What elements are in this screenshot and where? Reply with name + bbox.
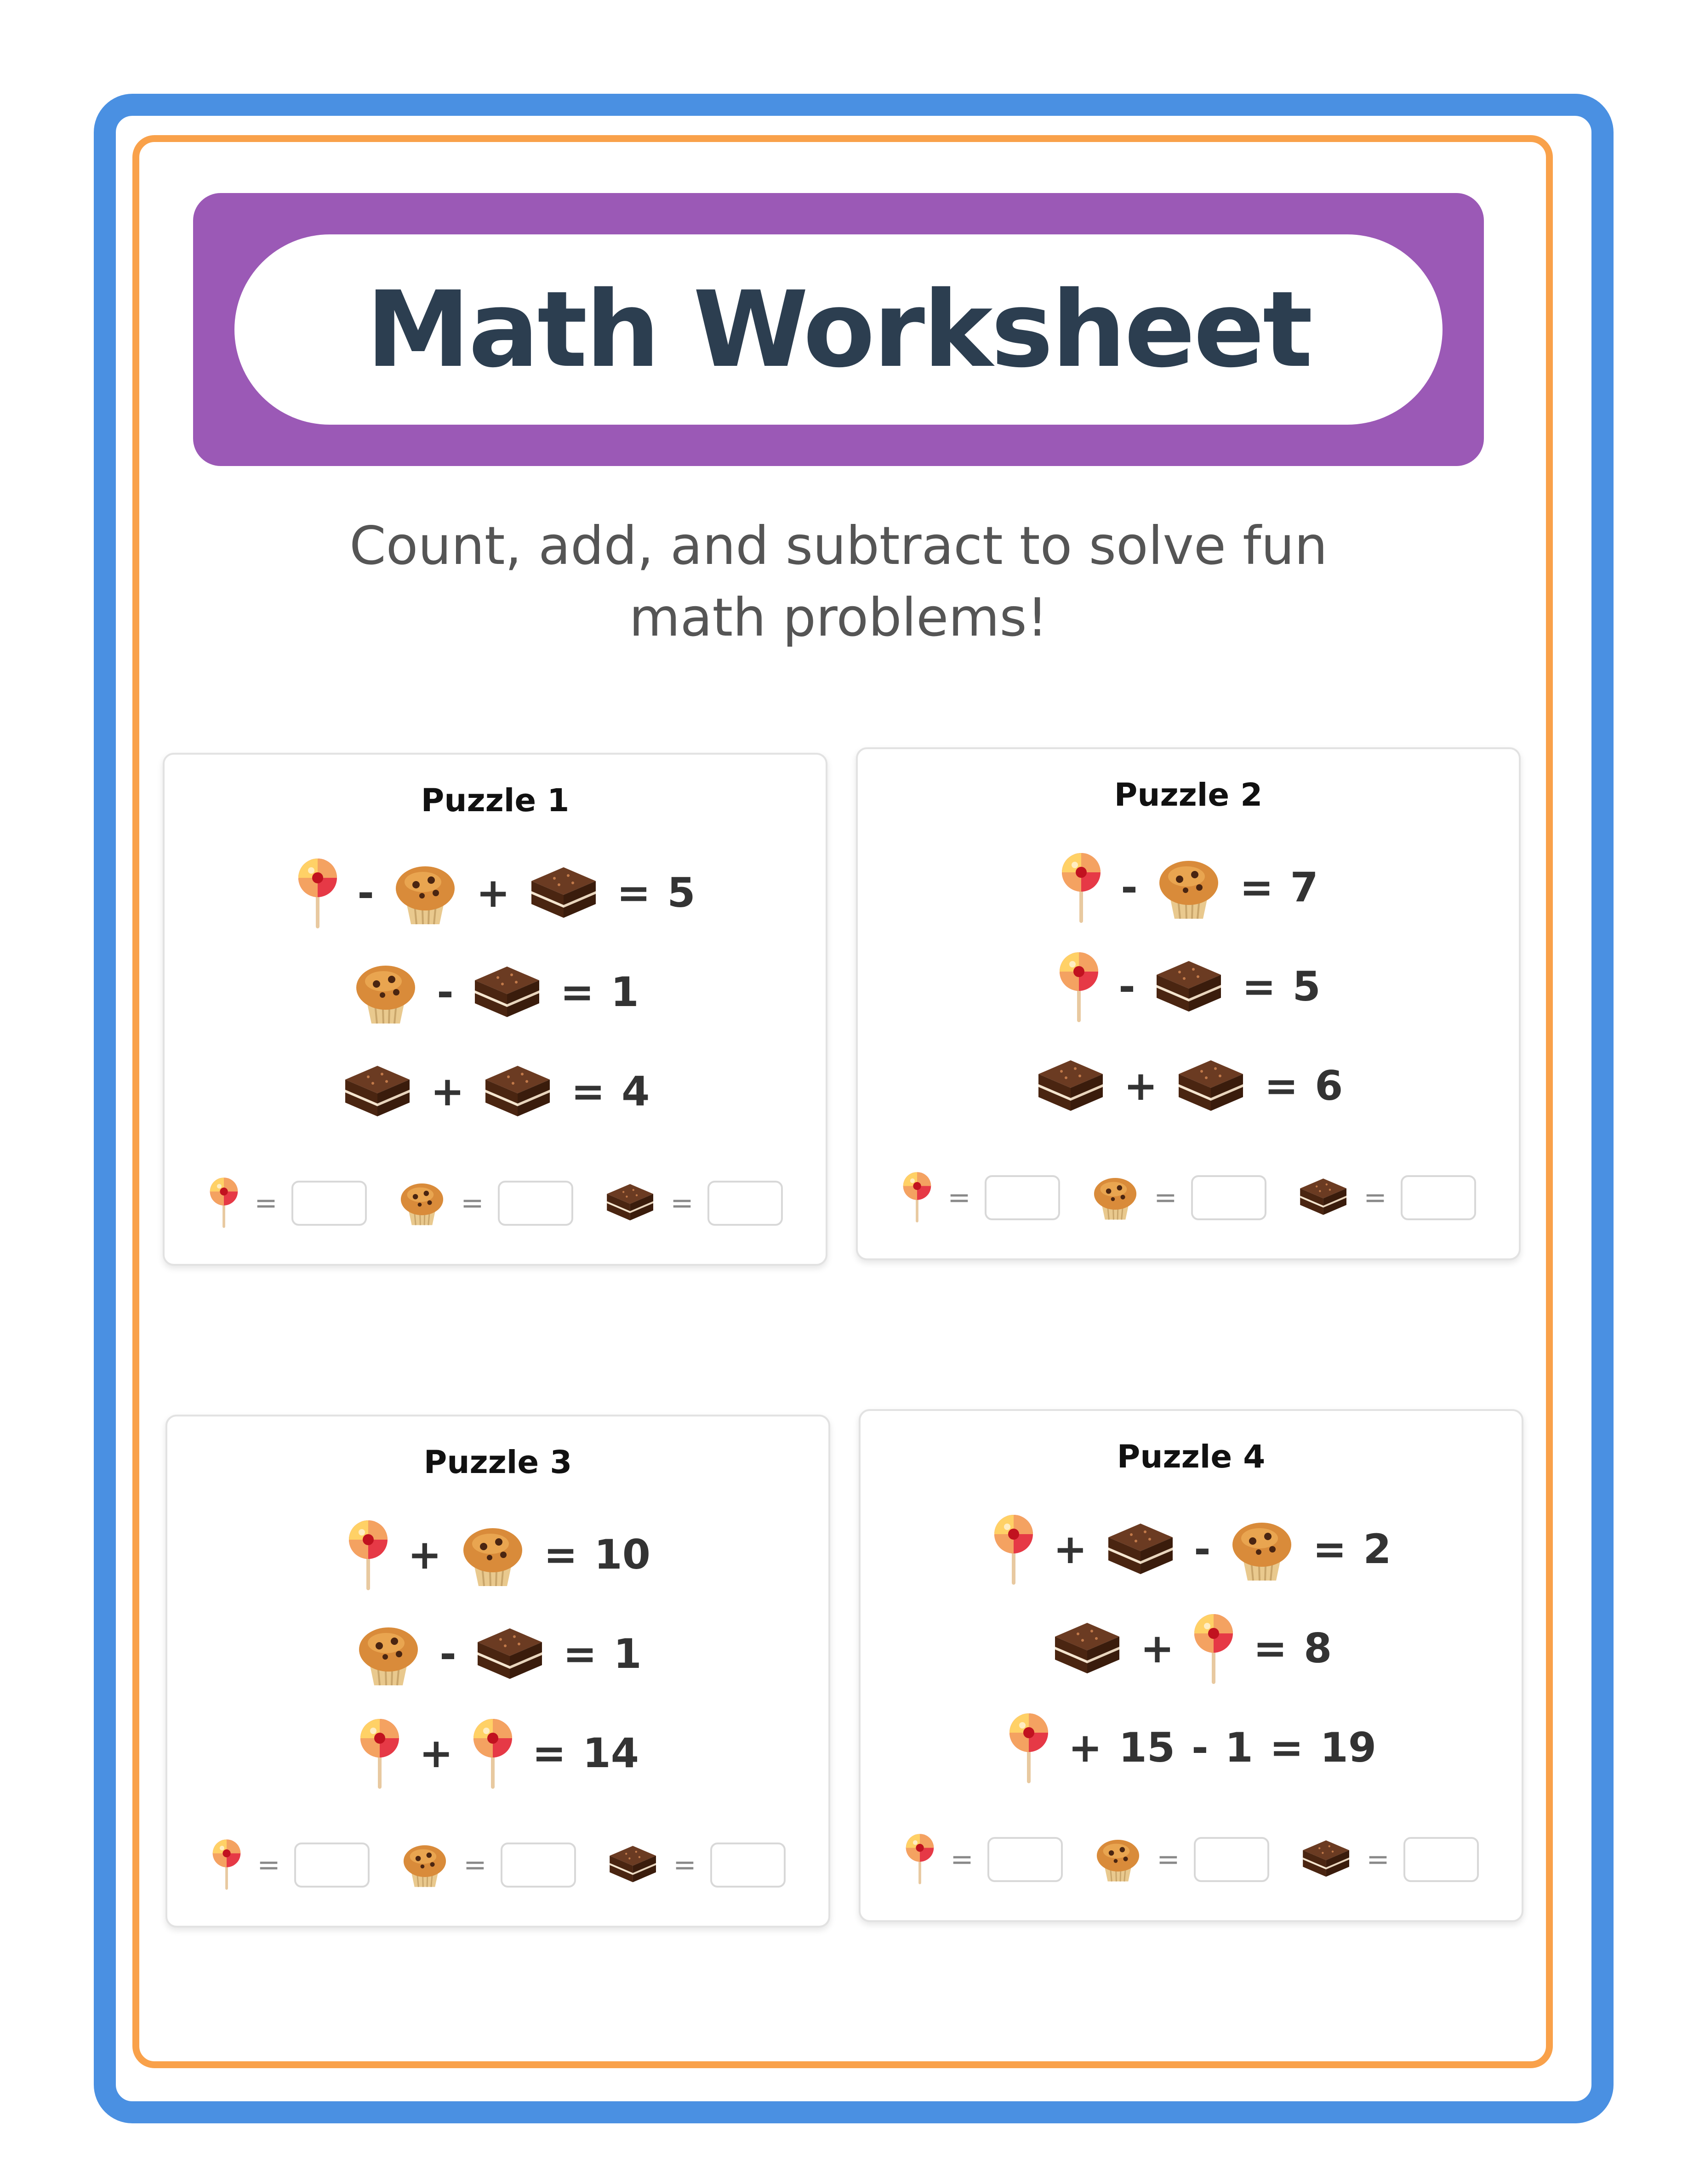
answer-box-lollipop[interactable]	[294, 1843, 370, 1888]
answer-row	[167, 1837, 828, 1893]
equation-row	[167, 1513, 828, 1596]
lollipop-icon	[1006, 1711, 1052, 1784]
brownie-icon	[1050, 1618, 1124, 1678]
brownie-icon	[1174, 1056, 1248, 1115]
title-banner	[193, 193, 1484, 466]
muffin-icon	[1093, 1834, 1143, 1885]
answer-group-lollipop	[901, 1170, 1060, 1225]
equation-row	[861, 1507, 1522, 1590]
answer-group-muffin	[397, 1177, 573, 1229]
equation-number: 15	[1118, 1723, 1175, 1771]
equation-operator: +	[430, 1067, 465, 1115]
equation-number: 7	[1290, 863, 1318, 911]
subtitle: Count, add, and subtract to solve fun math problems!	[349, 515, 1328, 648]
lollipop-icon	[295, 856, 341, 929]
answer-equals: =	[1157, 1843, 1180, 1876]
answer-box-brownie[interactable]	[1401, 1175, 1476, 1220]
equation-operator: =	[1253, 1624, 1288, 1672]
equation-row	[165, 851, 826, 934]
answer-equals: =	[254, 1187, 278, 1219]
equation-number: 1	[613, 1630, 642, 1678]
equation-number: 6	[1315, 1062, 1343, 1109]
answer-equals: =	[947, 1182, 971, 1214]
equation-operator: =	[1269, 1723, 1304, 1771]
equation-operator: -	[357, 869, 374, 916]
equation-operator: -	[1118, 962, 1135, 1010]
equation-number: 14	[582, 1729, 639, 1777]
equation-number: 8	[1304, 1624, 1332, 1672]
answer-equals: =	[670, 1187, 694, 1219]
equation-operator: =	[1312, 1525, 1347, 1573]
answer-box-brownie[interactable]	[1403, 1837, 1479, 1882]
lollipop-icon	[991, 1512, 1037, 1586]
answer-group-lollipop	[903, 1832, 1062, 1887]
lollipop-icon	[345, 1518, 391, 1591]
equation-number: 5	[1292, 962, 1321, 1010]
equation-operator: =	[532, 1729, 566, 1777]
muffin-icon	[458, 1520, 527, 1589]
puzzle-title: Puzzle 1	[421, 782, 570, 819]
equation-operator: +	[476, 869, 510, 916]
puzzle-card-4	[859, 1409, 1523, 1922]
equation-operator: +	[1140, 1624, 1175, 1672]
brownie-icon	[1034, 1056, 1107, 1115]
puzzle-title: Puzzle 3	[423, 1444, 572, 1481]
brownie-icon	[470, 962, 544, 1022]
answer-equals: =	[463, 1849, 487, 1881]
equation-operator: +	[1123, 1062, 1158, 1109]
answer-equals: =	[950, 1843, 974, 1876]
muffin-icon	[351, 957, 420, 1026]
equation-row	[165, 950, 826, 1033]
answer-box-muffin[interactable]	[501, 1843, 576, 1888]
answer-group-lollipop	[210, 1837, 369, 1892]
muffin-icon	[400, 1839, 450, 1891]
brownie-icon	[473, 1624, 547, 1684]
answer-group-muffin	[1090, 1172, 1266, 1223]
lollipop-icon	[210, 1837, 243, 1892]
answer-group-brownie	[604, 1181, 782, 1226]
lollipop-icon	[1191, 1611, 1237, 1685]
equation-operator: =	[1239, 863, 1274, 911]
brownie-icon	[527, 863, 600, 922]
answer-row	[861, 1832, 1522, 1887]
answer-box-muffin[interactable]	[1194, 1837, 1269, 1882]
answer-box-lollipop[interactable]	[985, 1175, 1060, 1220]
equation-row	[167, 1612, 828, 1695]
equation-operator: -	[1192, 1723, 1209, 1771]
muffin-icon	[1090, 1172, 1140, 1223]
brownie-icon	[1104, 1519, 1177, 1579]
answer-equals: =	[461, 1187, 484, 1219]
lollipop-icon	[901, 1170, 934, 1225]
equation-operator: =	[616, 869, 651, 916]
equation-operator: +	[408, 1530, 442, 1578]
answer-group-brownie	[1297, 1175, 1476, 1220]
answer-box-lollipop[interactable]	[987, 1837, 1063, 1882]
equation-operator: =	[1242, 962, 1276, 1010]
equation-operator: +	[419, 1729, 453, 1777]
answer-row	[165, 1176, 826, 1231]
answer-group-brownie	[1300, 1837, 1478, 1882]
brownie-icon	[1152, 956, 1226, 1016]
answer-box-muffin[interactable]	[1191, 1175, 1266, 1220]
brownie-icon	[341, 1061, 414, 1121]
puzzle-title: Puzzle 4	[1117, 1439, 1266, 1475]
equation-operator: -	[1121, 863, 1138, 911]
equation-operator: +	[1068, 1723, 1102, 1771]
brownie-icon	[1300, 1837, 1352, 1882]
equation-operator: -	[439, 1630, 456, 1678]
muffin-icon	[397, 1177, 447, 1229]
puzzle-card-2	[856, 747, 1521, 1260]
muffin-icon	[391, 858, 460, 927]
brownie-icon	[606, 1843, 659, 1888]
equation-row	[858, 846, 1519, 928]
puzzle-card-1	[163, 753, 827, 1266]
equation-number: 1	[1225, 1723, 1253, 1771]
brownie-icon	[1297, 1175, 1350, 1220]
equation-row	[858, 1044, 1519, 1127]
answer-equals: =	[1366, 1843, 1390, 1876]
answer-group-muffin	[1093, 1834, 1269, 1885]
answer-box-muffin[interactable]	[498, 1181, 573, 1226]
brownie-icon	[604, 1181, 656, 1226]
equation-operator: =	[1264, 1062, 1299, 1109]
answer-equals: =	[1363, 1182, 1387, 1214]
lollipop-icon	[903, 1832, 936, 1887]
answer-group-muffin	[400, 1839, 576, 1891]
equation-operator: =	[560, 968, 594, 1016]
equation-number: 19	[1320, 1723, 1377, 1771]
puzzle-title: Puzzle 2	[1114, 777, 1263, 813]
title-pill	[234, 234, 1443, 425]
equation-operator: -	[1194, 1525, 1211, 1573]
equation-row	[861, 1607, 1522, 1689]
answer-row	[858, 1170, 1519, 1225]
equation-number: 4	[622, 1067, 650, 1115]
lollipop-icon	[1058, 850, 1104, 924]
answer-group-brownie	[606, 1843, 785, 1888]
lollipop-icon	[357, 1716, 403, 1790]
equation-number: 10	[594, 1530, 650, 1578]
muffin-icon	[1154, 853, 1223, 921]
muffin-icon	[354, 1619, 423, 1688]
answer-equals: =	[257, 1849, 280, 1881]
answer-group-lollipop	[207, 1176, 366, 1230]
lollipop-icon	[1056, 950, 1102, 1023]
muffin-icon	[1227, 1514, 1296, 1583]
equation-number: 1	[610, 968, 639, 1016]
equation-operator: +	[1053, 1525, 1088, 1573]
lollipop-icon	[470, 1716, 516, 1790]
equation-row	[858, 945, 1519, 1028]
answer-box-brownie[interactable]	[707, 1181, 783, 1226]
equation-row	[167, 1712, 828, 1794]
equation-operator: =	[571, 1067, 605, 1115]
brownie-icon	[481, 1061, 554, 1121]
equation-number: 2	[1363, 1525, 1391, 1573]
lollipop-icon	[207, 1176, 240, 1230]
equation-row	[165, 1050, 826, 1132]
equation-number: 5	[667, 869, 696, 916]
answer-box-lollipop[interactable]	[291, 1181, 367, 1226]
equation-operator: =	[563, 1630, 597, 1678]
equation-operator: -	[437, 968, 454, 1016]
answer-equals: =	[673, 1849, 696, 1881]
puzzle-card-3	[165, 1415, 830, 1928]
answer-box-brownie[interactable]	[710, 1843, 786, 1888]
equation-operator: =	[543, 1530, 578, 1578]
answer-equals: =	[1154, 1182, 1177, 1214]
equation-row	[861, 1706, 1522, 1789]
page-title: Math Worksheet	[366, 268, 1311, 391]
